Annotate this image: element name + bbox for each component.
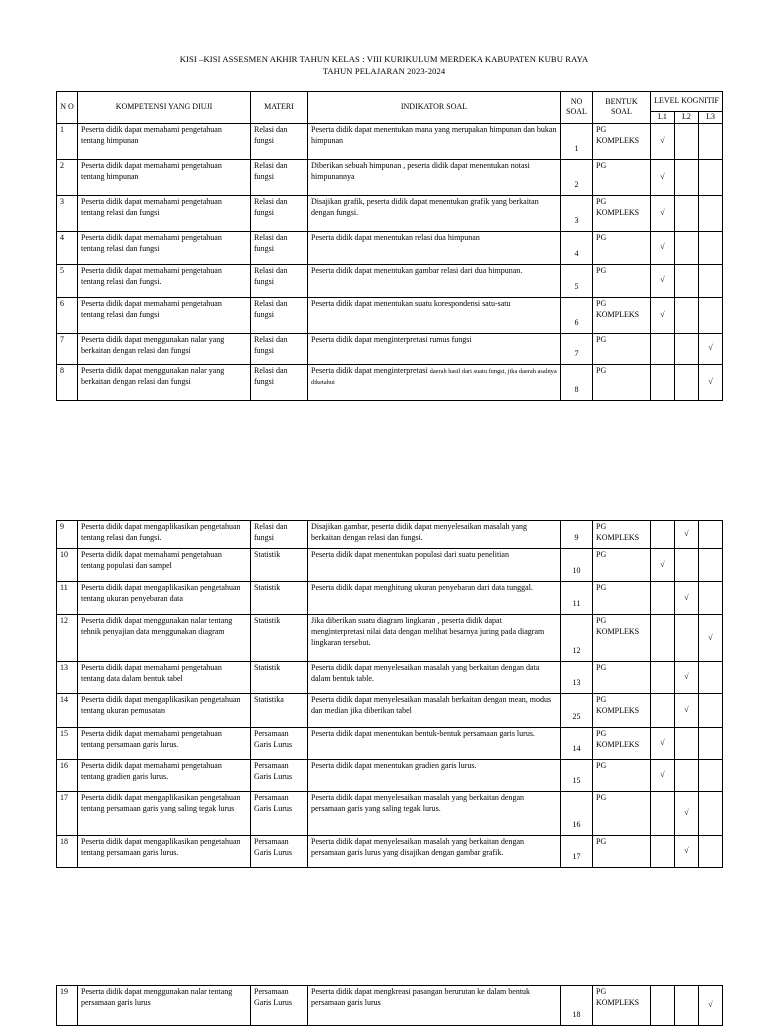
indikator-cell <box>308 333 561 364</box>
check-mark: √ <box>708 632 713 642</box>
level-l1-cell <box>651 760 675 792</box>
table-row <box>57 333 723 364</box>
no-soal-cell: 1 <box>561 123 593 159</box>
indikator-cell <box>308 694 561 728</box>
indikator-cell <box>308 662 561 694</box>
level-l1-cell <box>651 364 675 400</box>
kompetensi-cell: Peserta didik dapat memahami pengetahuan tentang relasi dan fungsi <box>78 195 251 231</box>
indikator-cell <box>308 364 561 400</box>
level-l3-cell <box>699 792 723 836</box>
table-row <box>57 521 723 549</box>
indikator-cell <box>308 792 561 836</box>
kompetensi-cell: Peserta didik dapat menggunakan nalar tentang persamaan garis lurus <box>78 986 251 1026</box>
level-l1-cell <box>651 582 675 615</box>
indikator-text: Peserta didik dapat menginterpretasi <box>311 365 428 375</box>
indikator-text: Peserta didik dapat menentukan relasi dua himpunan <box>311 232 480 242</box>
bentuk-soal-cell: PG <box>593 333 651 364</box>
bentuk-soal-cell: PG KOMPLEKS <box>593 615 651 662</box>
kompetensi-cell: Peserta didik dapat memahami pengetahuan tentang populasi dan sampel <box>78 549 251 582</box>
kompetensi-cell: Peserta didik dapat menggunakan nalar yang berkaitan dengan relasi dan fungsi <box>78 364 251 400</box>
level-l1-cell <box>651 123 675 159</box>
level-l2-cell <box>675 231 699 264</box>
table-row <box>57 231 723 264</box>
no-soal-cell: 15 <box>561 760 593 792</box>
indikator-cell <box>308 195 561 231</box>
check-mark: √ <box>684 808 689 818</box>
indikator-cell <box>308 836 561 868</box>
bentuk-soal-cell: PG <box>593 662 651 694</box>
kompetensi-cell: Peserta didik dapat memahami pengetahuan tentang relasi dan fungsi. <box>78 264 251 297</box>
level-l1-cell <box>651 333 675 364</box>
indikator-cell <box>308 549 561 582</box>
check-mark: √ <box>660 770 665 780</box>
level-l2-cell <box>675 364 699 400</box>
no-soal-cell: 13 <box>561 662 593 694</box>
check-mark: √ <box>708 343 713 353</box>
level-l2-cell <box>675 728 699 760</box>
indikator-text: Peserta didik dapat menentukan bentuk-bentuk persamaan garis lurus. <box>311 729 535 738</box>
check-mark: √ <box>684 529 689 539</box>
indikator-cell <box>308 615 561 662</box>
level-l1-cell <box>651 521 675 549</box>
no-soal-cell: 11 <box>561 582 593 615</box>
indikator-text: Diberikan sebuah himpunan , peserta didik dapat menentukan notasi himpunannya <box>311 160 530 181</box>
indikator-text: Peserta didik dapat menyelesaikan masalah berkaitan dengan mean, modus dan median jika diberikan tabel <box>311 695 552 715</box>
row-number: 6 <box>57 297 78 333</box>
no-soal-cell: 10 <box>561 549 593 582</box>
row-number: 14 <box>57 694 78 728</box>
check-mark: √ <box>660 171 665 181</box>
materi-cell: Statistik <box>251 662 308 694</box>
indikator-text: Peserta didik dapat menyelesaikan masalah yang berkaitan dengan persamaan garis lurus yang disajikan dengan gambar grafik. <box>311 837 525 857</box>
document-subtitle: TAHUN PELAJARAN 2023-2024 <box>322 66 446 76</box>
level-l1-cell <box>651 662 675 694</box>
level-l3-cell <box>699 582 723 615</box>
table-row <box>57 836 723 868</box>
no-soal-cell: 7 <box>561 333 593 364</box>
bentuk-soal-cell: PG KOMPLEKS <box>593 986 651 1026</box>
bentuk-soal-cell: PG <box>593 792 651 836</box>
level-l3-cell <box>699 549 723 582</box>
row-number: 19 <box>57 986 78 1026</box>
level-l2-cell <box>675 333 699 364</box>
row-number: 17 <box>57 792 78 836</box>
row-number: 13 <box>57 662 78 694</box>
table-row <box>57 195 723 231</box>
indikator-text: Peserta didik dapat mengkreasi pasangan berurutan ke dalam bentuk persamaan garis lurus <box>311 987 531 1007</box>
table-row <box>57 615 723 662</box>
level-l3-cell <box>699 694 723 728</box>
bentuk-soal-cell: PG <box>593 264 651 297</box>
level-l2-cell <box>675 582 699 615</box>
indikator-text: Disajikan grafik, peserta didik dapat menentukan grafik yang berkaitan dengan fungsi. <box>311 196 539 217</box>
materi-cell: Persamaan Garis Lurus <box>251 986 308 1026</box>
level-l3-cell <box>699 615 723 662</box>
level-l3-cell <box>699 159 723 195</box>
row-number: 3 <box>57 195 78 231</box>
row-number: 7 <box>57 333 78 364</box>
indikator-text: Peserta didik dapat menentukan gradien garis lurus. <box>311 761 477 770</box>
level-l2-cell <box>675 264 699 297</box>
indikator-cell <box>308 760 561 792</box>
check-mark: √ <box>660 738 665 748</box>
level-l1-cell <box>651 159 675 195</box>
level-l1-cell <box>651 694 675 728</box>
indikator-text: Peserta didik dapat menghitung ukuran penyebaran dari data tunggal. <box>311 583 533 592</box>
header-l1: L1 <box>651 112 675 124</box>
no-soal-cell: 6 <box>561 297 593 333</box>
table-row <box>57 760 723 792</box>
indikator-cell <box>308 521 561 549</box>
kompetensi-cell: Peserta didik dapat memahami pengetahuan tentang data dalam bentuk tabel <box>78 662 251 694</box>
materi-cell: Relasi dan fungsi <box>251 297 308 333</box>
level-l2-cell <box>675 694 699 728</box>
no-soal-cell: 5 <box>561 264 593 297</box>
kompetensi-cell: Peserta didik dapat menggunakan nalar tentang tehnik penyajian data menggunakan diagram <box>78 615 251 662</box>
materi-cell: Statistika <box>251 694 308 728</box>
level-l1-cell <box>651 615 675 662</box>
level-l3-cell <box>699 264 723 297</box>
materi-cell: Persamaan Garis Lurus <box>251 728 308 760</box>
table-body-page-3 <box>57 986 723 1026</box>
bentuk-soal-cell: PG <box>593 760 651 792</box>
header-no-soal: NO SOAL <box>561 92 593 124</box>
header-no: N O <box>57 92 78 124</box>
kisi-table-page-1 <box>56 91 723 401</box>
materi-cell: Relasi dan fungsi <box>251 195 308 231</box>
table-row <box>57 662 723 694</box>
indikator-text: Peserta didik dapat menyelesaikan masalah yang berkaitan dengan data dalam bentuk table. <box>311 663 540 683</box>
bentuk-soal-cell: PG KOMPLEKS <box>593 195 651 231</box>
level-l2-cell <box>675 123 699 159</box>
check-mark: √ <box>660 207 665 217</box>
indikator-cell <box>308 986 561 1026</box>
level-l1-cell <box>651 297 675 333</box>
table-body-page-2 <box>57 521 723 868</box>
table-row <box>57 297 723 333</box>
level-l3-cell <box>699 364 723 400</box>
bentuk-soal-cell: PG <box>593 582 651 615</box>
level-l2-cell <box>675 792 699 836</box>
bentuk-soal-cell: PG KOMPLEKS <box>593 123 651 159</box>
level-l2-cell <box>675 297 699 333</box>
header-l3: L3 <box>699 112 723 124</box>
level-l1-cell <box>651 836 675 868</box>
indikator-text-small: daerah hasil dari suatu fungsi, jika daerah asalnya diketahui <box>311 367 557 386</box>
materi-cell: Persamaan Garis Lurus <box>251 792 308 836</box>
bentuk-soal-cell: PG KOMPLEKS <box>593 694 651 728</box>
table-row <box>57 549 723 582</box>
bentuk-soal-cell: PG <box>593 836 651 868</box>
level-l1-cell <box>651 231 675 264</box>
check-mark: √ <box>660 559 665 569</box>
check-mark: √ <box>684 846 689 856</box>
bentuk-soal-cell: PG <box>593 159 651 195</box>
kompetensi-cell: Peserta didik dapat mengaplikasikan pengetahuan tentang ukuran pemusatan <box>78 694 251 728</box>
materi-cell: Relasi dan fungsi <box>251 264 308 297</box>
level-l1-cell <box>651 195 675 231</box>
no-soal-cell: 8 <box>561 364 593 400</box>
row-number: 11 <box>57 582 78 615</box>
indikator-text: Peserta didik dapat menentukan gambar relasi dari dua himpunan. <box>311 265 523 275</box>
level-l3-cell <box>699 231 723 264</box>
check-mark: √ <box>660 275 665 285</box>
kompetensi-cell: Peserta didik dapat mengaplikasikan pengetahuan tentang ukuran penyebaran data <box>78 582 251 615</box>
check-mark: √ <box>684 672 689 682</box>
row-number: 10 <box>57 549 78 582</box>
indikator-cell <box>308 582 561 615</box>
no-soal-cell: 12 <box>561 615 593 662</box>
level-l2-cell <box>675 662 699 694</box>
level-l2-cell <box>675 836 699 868</box>
materi-cell: Relasi dan fungsi <box>251 521 308 549</box>
row-number: 2 <box>57 159 78 195</box>
table-row <box>57 364 723 400</box>
level-l3-cell <box>699 728 723 760</box>
table-body-page-1 <box>57 123 723 400</box>
table-row <box>57 264 723 297</box>
header-bentuk-soal: BENTUK SOAL <box>593 92 651 124</box>
no-soal-cell: 18 <box>561 986 593 1026</box>
check-mark: √ <box>660 135 665 145</box>
kompetensi-cell: Peserta didik dapat memahami pengetahuan tentang himpunan <box>78 159 251 195</box>
no-soal-cell: 4 <box>561 231 593 264</box>
level-l3-cell <box>699 836 723 868</box>
level-l2-cell <box>675 521 699 549</box>
indikator-cell <box>308 123 561 159</box>
table-row <box>57 123 723 159</box>
check-mark: √ <box>684 705 689 715</box>
header-l2: L2 <box>675 112 699 124</box>
level-l3-cell <box>699 662 723 694</box>
indikator-text: Peserta didik dapat menentukan mana yang merupakan himpunan dan bukan himpunan <box>311 124 557 145</box>
level-l3-cell <box>699 760 723 792</box>
bentuk-soal-cell: PG <box>593 549 651 582</box>
table-row <box>57 986 723 1026</box>
materi-cell: Persamaan Garis Lurus <box>251 836 308 868</box>
kompetensi-cell: Peserta didik dapat menggunakan nalar yang berkaitan dengan relasi dan fungsi <box>78 333 251 364</box>
no-soal-cell: 14 <box>561 728 593 760</box>
header-materi: MATERI <box>251 92 308 124</box>
bentuk-soal-cell: PG KOMPLEKS <box>593 297 651 333</box>
header-level-kognitif: LEVEL KOGNITIF <box>651 92 723 112</box>
level-l2-cell <box>675 760 699 792</box>
kompetensi-cell: Peserta didik dapat mengaplikasikan pengetahuan tentang relasi dan fungsi. <box>78 521 251 549</box>
bentuk-soal-cell: PG <box>593 231 651 264</box>
level-l2-cell <box>675 615 699 662</box>
no-soal-cell: 17 <box>561 836 593 868</box>
indikator-text: Disajikan gambar, peserta didik dapat menyelesaikan masalah yang berkaitan dengan relasi dan fungsi. <box>311 522 528 542</box>
check-mark: √ <box>684 592 689 602</box>
indikator-cell <box>308 728 561 760</box>
indikator-text: Jika diberikan suatu diagram lingkaran , peserta didik dapat menginterpretasi nilai data dengan melihat besarnya juring pada diagram lingkaran tersebut. <box>311 616 545 647</box>
check-mark: √ <box>708 1000 713 1010</box>
materi-cell: Statistik <box>251 615 308 662</box>
kompetensi-cell: Peserta didik dapat memahami pengetahuan tentang himpunan <box>78 123 251 159</box>
indikator-text: Peserta didik dapat menentukan populasi dari suatu penelitian <box>311 550 509 559</box>
level-l2-cell <box>675 549 699 582</box>
row-number: 16 <box>57 760 78 792</box>
bentuk-soal-cell: PG KOMPLEKS <box>593 521 651 549</box>
level-l3-cell <box>699 986 723 1026</box>
indikator-text: Peserta didik dapat menyelesaikan masalah yang berkaitan dengan persamaan garis yang saling tegak lurus. <box>311 793 525 813</box>
header-indikator: INDIKATOR SOAL <box>308 92 561 124</box>
materi-cell: Relasi dan fungsi <box>251 123 308 159</box>
header-kompetensi: KOMPETENSI YANG DIUJI <box>78 92 251 124</box>
level-l3-cell <box>699 297 723 333</box>
level-l3-cell <box>699 333 723 364</box>
level-l1-cell <box>651 792 675 836</box>
level-l2-cell <box>675 195 699 231</box>
no-soal-cell: 3 <box>561 195 593 231</box>
level-l3-cell <box>699 521 723 549</box>
row-number: 5 <box>57 264 78 297</box>
indikator-cell <box>308 297 561 333</box>
level-l3-cell <box>699 195 723 231</box>
bentuk-soal-cell: PG <box>593 364 651 400</box>
indikator-cell <box>308 264 561 297</box>
materi-cell: Persamaan Garis Lurus <box>251 760 308 792</box>
check-mark: √ <box>708 376 713 386</box>
table-row <box>57 582 723 615</box>
no-soal-cell: 25 <box>561 694 593 728</box>
table-row <box>57 694 723 728</box>
kompetensi-cell: Peserta didik dapat memahami pengetahuan tentang relasi dan fungsi <box>78 297 251 333</box>
check-mark: √ <box>660 242 665 252</box>
level-l1-cell <box>651 549 675 582</box>
kompetensi-cell: Peserta didik dapat mengaplikasikan pengetahuan tentang persamaan garis lurus. <box>78 836 251 868</box>
indikator-text: Peserta didik dapat menginterpretasi rumus fungsi <box>311 334 472 344</box>
indikator-cell <box>308 159 561 195</box>
row-number: 4 <box>57 231 78 264</box>
document-title: KISI –KISI ASSESMEN AKHIR TAHUN KELAS : VIII KURIKULUM MERDEKA KABUPATEN KUBU RAYA <box>179 54 589 64</box>
kompetensi-cell: Peserta didik dapat mengaplikasikan pengetahuan tentang persamaan garis yang saling tegak lurus <box>78 792 251 836</box>
kompetensi-cell: Peserta didik dapat memahami pengetahuan tentang relasi dan fungsi <box>78 231 251 264</box>
row-number: 12 <box>57 615 78 662</box>
no-soal-cell: 2 <box>561 159 593 195</box>
kisi-table-page-2 <box>56 520 723 868</box>
check-mark: √ <box>660 309 665 319</box>
table-row <box>57 159 723 195</box>
row-number: 15 <box>57 728 78 760</box>
indikator-text: Peserta didik dapat menentukan suatu korespondensi satu-satu <box>311 298 511 308</box>
no-soal-cell: 16 <box>561 792 593 836</box>
level-l2-cell <box>675 159 699 195</box>
level-l1-cell <box>651 986 675 1026</box>
no-soal-cell: 9 <box>561 521 593 549</box>
materi-cell: Relasi dan fungsi <box>251 231 308 264</box>
indikator-cell <box>308 231 561 264</box>
level-l1-cell <box>651 728 675 760</box>
row-number: 8 <box>57 364 78 400</box>
kompetensi-cell: Peserta didik dapat memahami pengetahuan tentang gradien garis lurus. <box>78 760 251 792</box>
table-row <box>57 728 723 760</box>
bentuk-soal-cell: PG KOMPLEKS <box>593 728 651 760</box>
materi-cell: Statistik <box>251 582 308 615</box>
row-number: 18 <box>57 836 78 868</box>
materi-cell: Statistik <box>251 549 308 582</box>
row-number: 1 <box>57 123 78 159</box>
materi-cell: Relasi dan fungsi <box>251 364 308 400</box>
materi-cell: Relasi dan fungsi <box>251 333 308 364</box>
kompetensi-cell: Peserta didik dapat memahami pengetahuan tentang persamaan garis lurus. <box>78 728 251 760</box>
kisi-table-page-3 <box>56 985 723 1026</box>
row-number: 9 <box>57 521 78 549</box>
materi-cell: Relasi dan fungsi <box>251 159 308 195</box>
level-l1-cell <box>651 264 675 297</box>
level-l2-cell <box>675 986 699 1026</box>
table-row <box>57 792 723 836</box>
level-l3-cell <box>699 123 723 159</box>
